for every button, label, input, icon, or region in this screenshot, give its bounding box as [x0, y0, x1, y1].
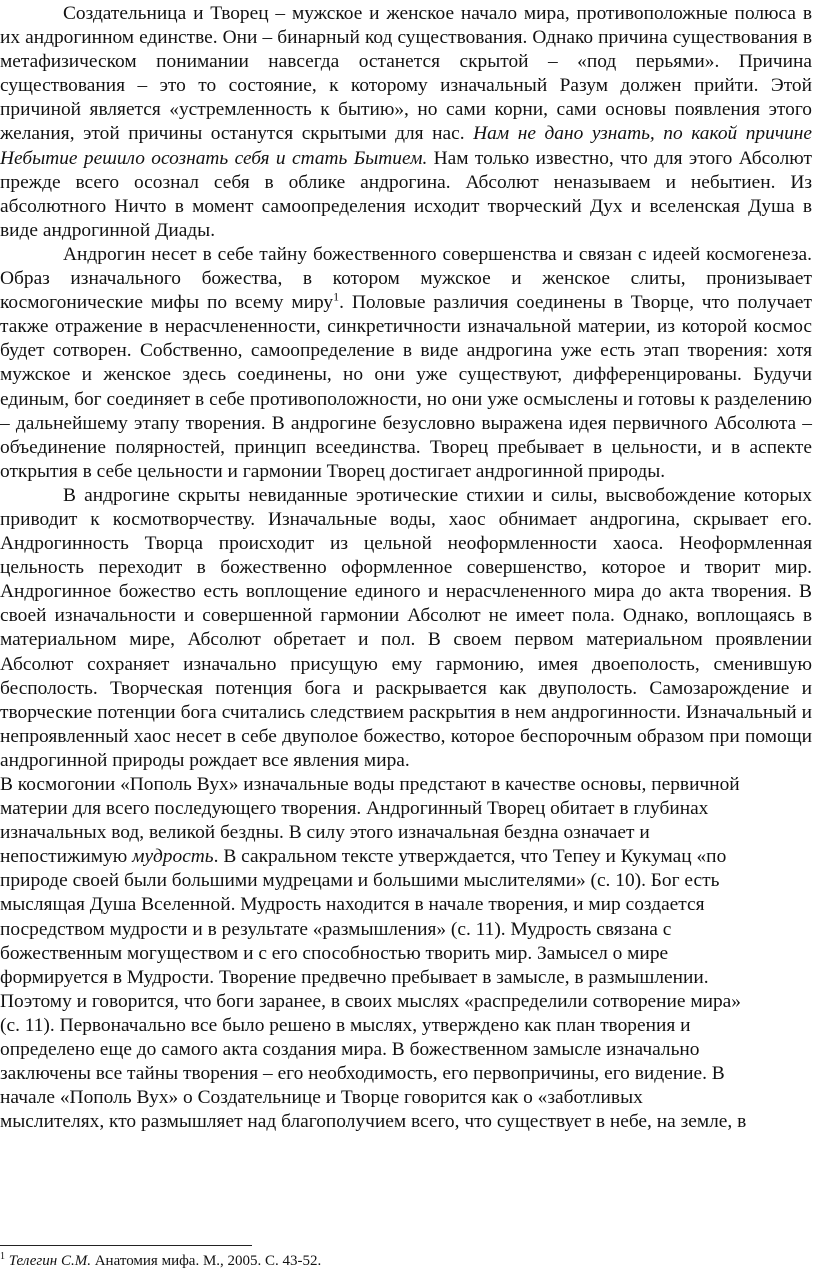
paragraph-2 [0, 243, 812, 484]
body-text [0, 2, 812, 1134]
paragraph-4-line-13: заключены все тайны творения – его необходимость, его первопричины, его видение. В [0, 1063, 725, 1085]
paragraph-4-line-1: В космогонии «Пополь Вух» изначальные воды предстают в качестве основы, первичной [0, 774, 740, 795]
paragraph-4-line-15: мыслителях, кто размышляет над благополучием всего, что существует в небе, на земле, в [0, 1111, 747, 1133]
footnote-reference[interactable]: 1 [333, 289, 340, 304]
footnote-author: Телегин С.М. [8, 1253, 91, 1269]
footnote [0, 1252, 321, 1270]
paragraph-4-line-4a: непостижимую [0, 846, 133, 868]
paragraph-4-line-11: (с. 11). Первоначально все было решено в мыслях, утверждено как план творения и [0, 1014, 691, 1036]
paragraph-1-text-a: Создательница и Творец – мужское и женское начало мира, противоположные полюса в их андрогинном единстве. Они – бинарный код существования. Однако причина существования в метафизическом понимании навсегда останется скрытой – «под перьями». Причина существования – это то состояние, к которому изначальный Разум должен прийти. Этой причиной является «устремленность к бытию», но сами корни, сами основы появления этого желания, этой причины останутся скрытыми для нас. [0, 3, 812, 145]
paragraph-4-line-3: изначальных вод, великой бездны. В силу этого изначальная бездна означает и [0, 822, 650, 844]
paragraph-4-line-8: божественным могуществом и с его способностью творить мир. Замысел о мире [0, 942, 669, 964]
paragraph-2-text-b: . Половые различия соединены в Творце, что получает также отражение в нерасчлененности, синкретичности изначальной материи, из которой космос будет сотворен. Собственно, самоопределение в виде андрогина уже есть этап творения: хотя мужское и женское здесь соединены, но они уже существуют, дифференцированы. Будучи единым, бог соединяет в себе противоположности, но они уже осмыслены и готовы к разделению – дальнейшему этапу творения. В андрогине безусловно выражена идея первичного Абсолюта – объединение полярностей, принцип всеединства. Творец пребывает в цельности, и в аспекте открытия в себе цельности и гармонии Творец достигает андрогинной природы. [0, 292, 812, 482]
footnote-number: 1 [0, 1251, 5, 1262]
paragraph-4-line-10: Поэтому и говорится, что боги заранее, в своих мыслях «распределили сотворение мира» [0, 990, 741, 1012]
footnote-text: Анатомия мифа. М., 2005. С. 43-52. [90, 1253, 322, 1269]
paragraph-4-line-5: природе своей были большими мудрецами и большими мыслителями» (с. 10). Бог есть [0, 870, 720, 892]
paragraph-2-text-a: Андрогин несет в себе тайну божественного совершенства и связан с идеей космогенеза. Образ изначального божества, в котором мужское и женское слиты, пронизывает космогонические мифы по всему миру [0, 243, 812, 314]
paragraph-1-italic: Нам не дано узнать, по какой причине Небытие решило осознать себя и стать Бытием. [0, 123, 812, 169]
paragraph-4 [0, 773, 812, 1134]
paragraph-4-line-4b: . В сакральном тексте утверждается, что Тепеу и Кукумац «по [213, 846, 727, 868]
footnote-divider [0, 1245, 252, 1246]
paragraph-4-line-14: начале «Пополь Вух» о Создательнице и Творце говорится как о «заботливых [0, 1087, 643, 1109]
paragraph-4-line-12: определено еще до самого акта создания мира. В божественном замысле изначально [0, 1039, 700, 1061]
paragraph-4-line-2: материи для всего последующего творения. Андрогинный Творец обитает в глубинах [0, 798, 709, 820]
paragraph-3: В андрогине скрыты невиданные эротические стихии и силы, высвобождение которых приводит к космотворчеству. Изначальные воды, хаос обнимает андрогина, скрывает его. Андрогинность Творца происходит из цельной неоформленности хаоса. Неоформленная цельность переходит в божественно оформленное совершенство, которое и творит мир. Андрогинное божество есть воплощение единого и нерасчлененного мира до акта творения. В своей изначальности и совершенной гармонии Абсолют не имеет пола. Однако, воплощаясь в материальном мире, Абсолют обретает и пол. В своем первом материальном проявлении Абсолют сохраняет изначально присущую ему гармонию, имея двоеполость, сменившую бесполость. Творческая потенция бога и раскрывается как двуполость. Самозарождение и творческие потенции бога считались следствием раскрытия в нем андрогинности. Изначальный и непроявленный хаос несет в себе двуполое божество, которое беспорочным образом при помощи андрогинной природы рождает все явления мира. [0, 484, 812, 771]
paragraph-4-line-7: посредством мудрости и в результате «размышления» (с. 11). Мудрость связана с [0, 918, 672, 940]
paragraph-1-text-b: Нам только известно, что для этого Абсолют прежде всего осознал себя в облике андрогина. Абсолют неназываем и небытиен. Из абсолютного Ничто в момент самоопределения исходит творческий Дух и вселенская Душа в виде андрогинной Диады. [0, 147, 812, 241]
paragraph-1 [0, 2, 812, 243]
paragraph-4-line-6: мыслящая Душа Вселенной. Мудрость находится в начале творения, и мир создается [0, 894, 705, 916]
paragraph-4-line-9: формируется в Мудрости. Творение предвечно пребывает в замысле, в размышлении. [0, 966, 709, 988]
paragraph-4-italic: мудрость [132, 846, 214, 868]
